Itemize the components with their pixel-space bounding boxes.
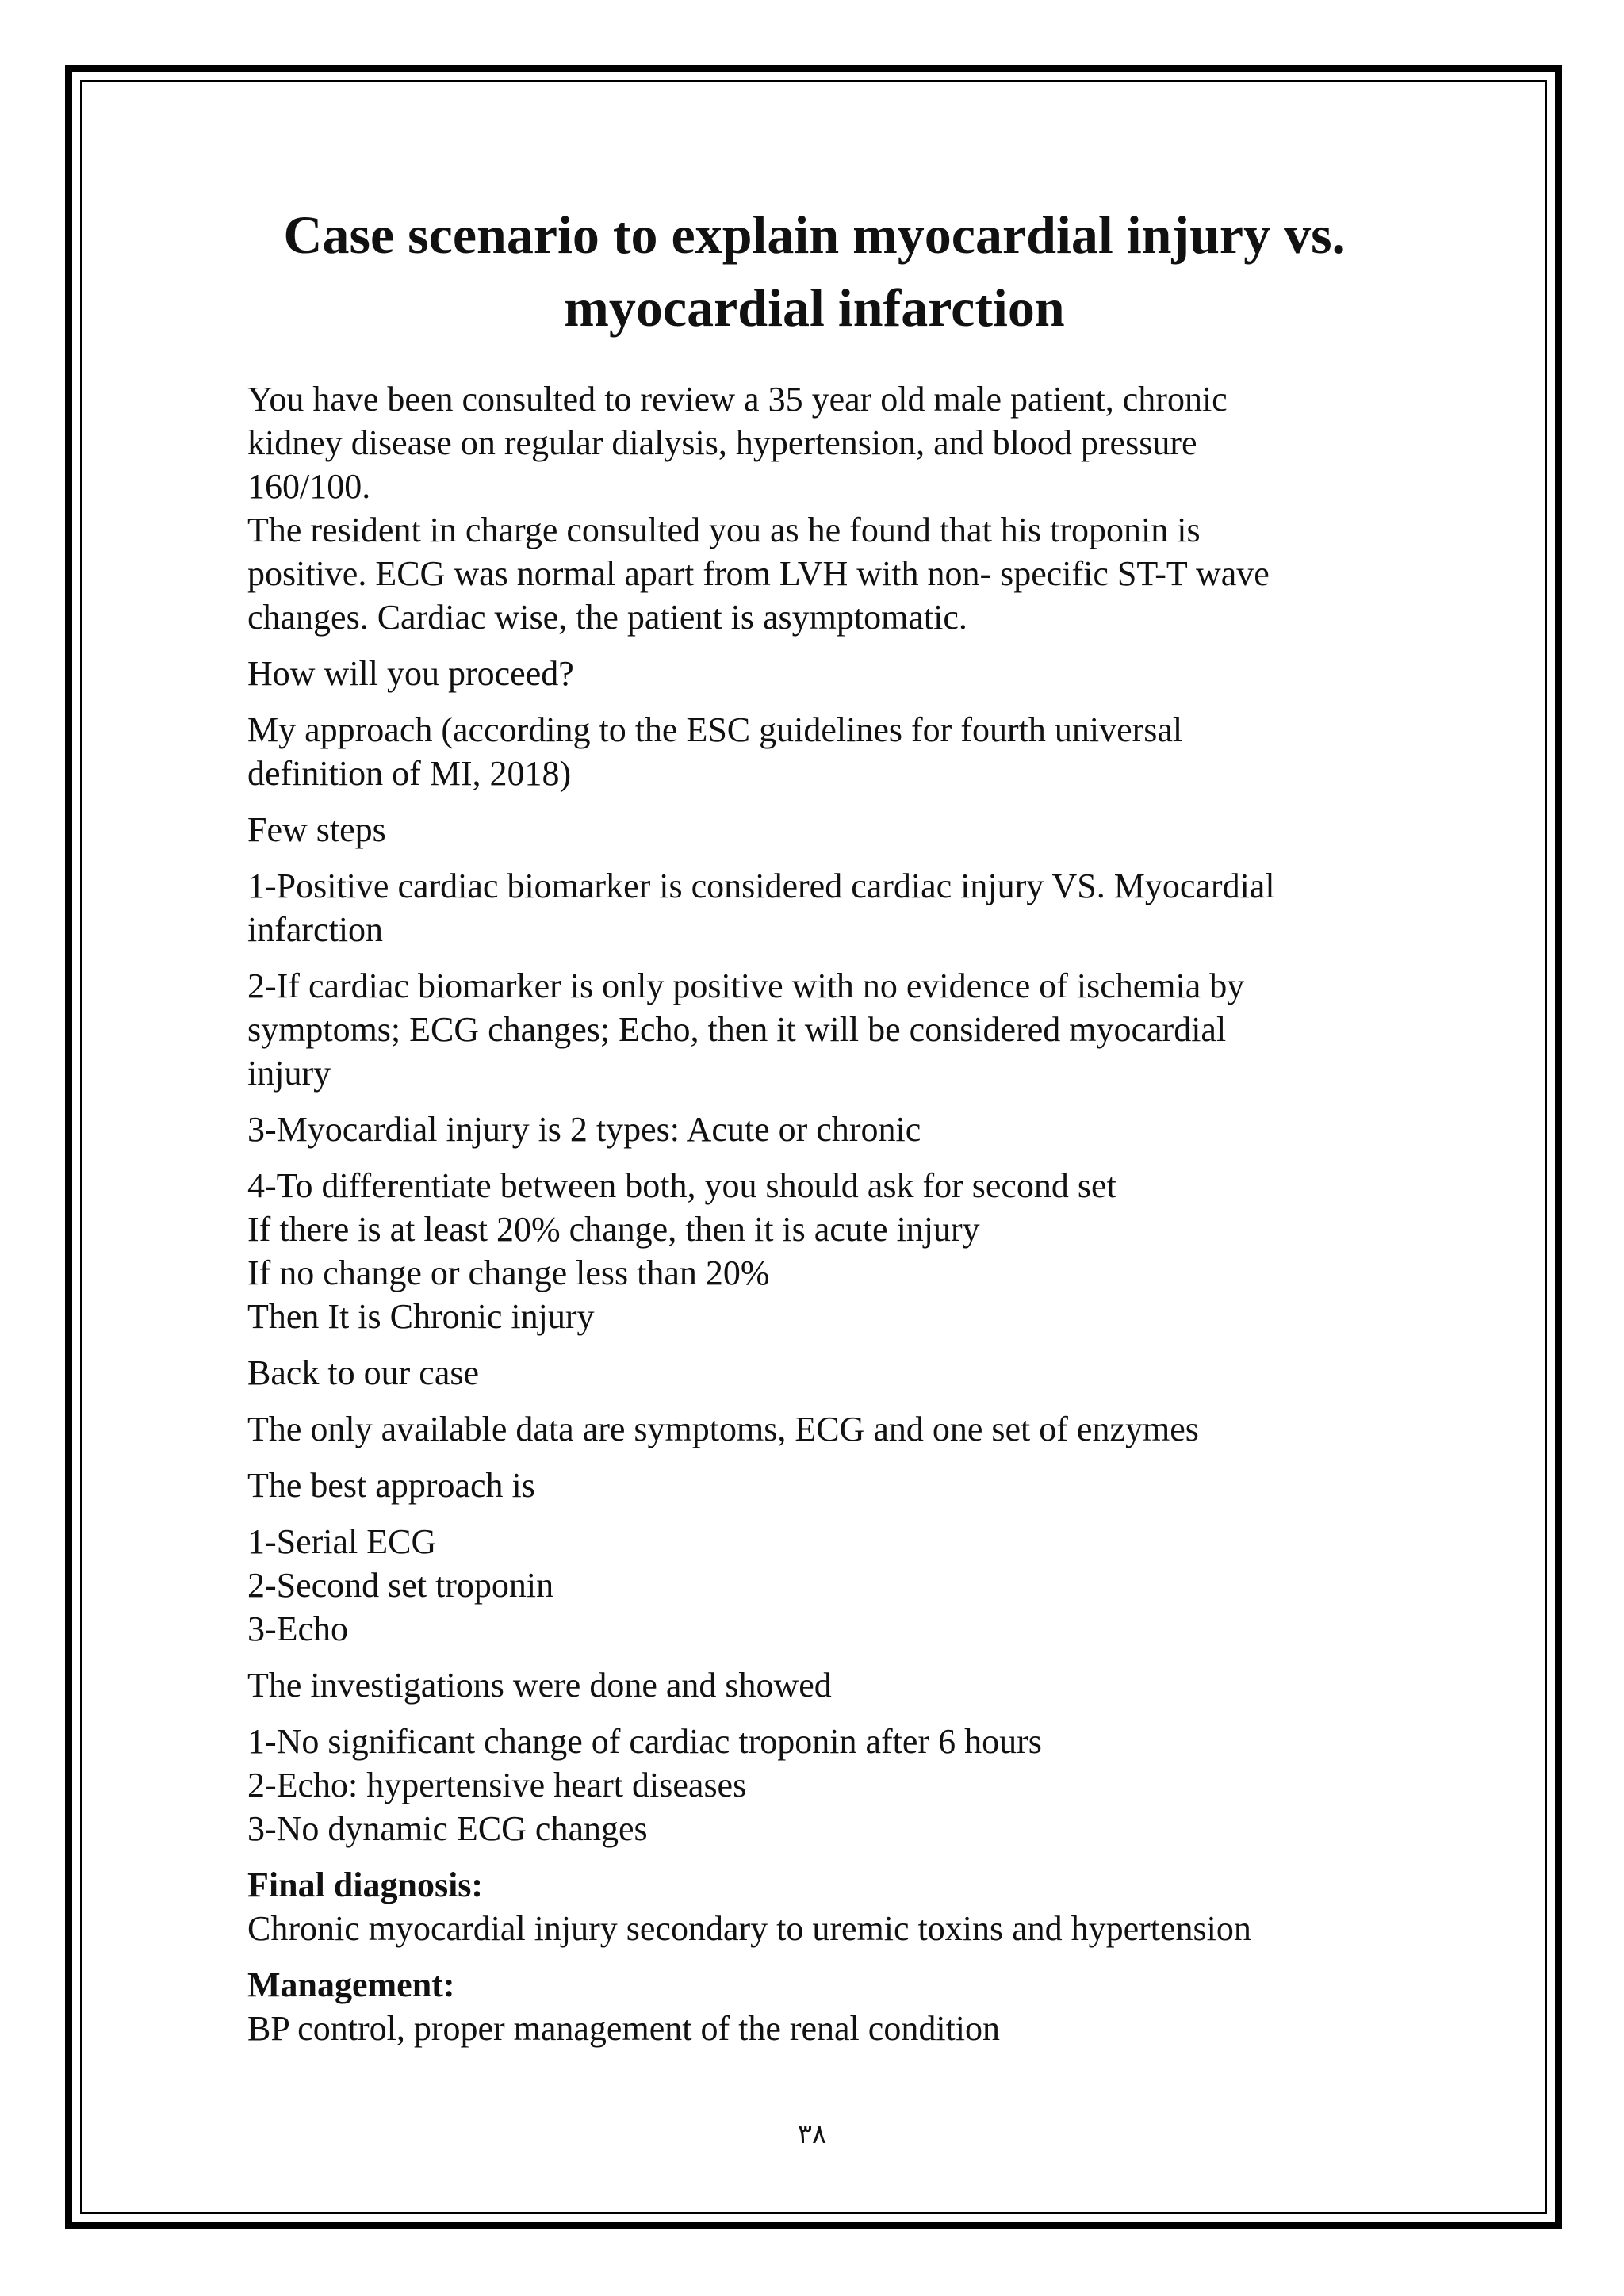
management-text: BP control, proper management of the renal condition [247,2009,1000,2048]
text-line: Then It is Chronic injury [247,1297,595,1336]
step-1 [247,864,1397,951]
step-3 [247,1108,1397,1151]
list-item: 2-Second set troponin [247,1566,554,1605]
text-line: My approach (according to the ESC guidelines for fourth universal [247,710,1183,749]
text-line: The resident in charge consulted you as he found that his troponin is [247,511,1201,549]
available-data [247,1407,1397,1451]
text-line: Few steps [247,810,386,849]
page-content [247,198,1397,2063]
text-line: If no change or change less than 20% [247,1253,770,1292]
text-line: 3-Myocardial injury is 2 types: Acute or chronic [247,1110,921,1149]
step-4 [247,1164,1397,1338]
title-line: Case scenario to explain myocardial injury vs. [283,205,1346,265]
investigations-list [247,1720,1397,1850]
question [247,652,1397,695]
text-line: positive. ECG was normal apart from LVH with non- specific ST-T wave [247,554,1270,593]
text-line: infarction [247,910,384,949]
management-section [247,1963,1397,2050]
text-line: kidney disease on regular dialysis, hypertension, and blood pressure [247,423,1197,462]
text-line: 160/100. [247,467,371,506]
investigations-heading [247,1663,1397,1707]
text-line: If there is at least 20% change, then it is acute injury [247,1210,980,1249]
title-line: myocardial infarction [564,277,1065,338]
back-to-case [247,1351,1397,1395]
text-line: definition of MI, 2018) [247,754,572,793]
text-line: 4-To differentiate between both, you should ask for second set [247,1166,1116,1205]
text-line: How will you proceed? [247,654,574,693]
list-item: 1-No significant change of cardiac troponin after 6 hours [247,1722,1042,1761]
approach-intro [247,708,1397,795]
best-approach-heading [247,1464,1397,1507]
text-line: 1-Positive cardiac biomarker is considered cardiac injury VS. Myocardial [247,867,1275,905]
step-2 [247,964,1397,1095]
case-description [247,377,1397,639]
text-line: injury [247,1054,331,1093]
final-diagnosis-label: Final diagnosis: [247,1866,484,1904]
list-item: 3-No dynamic ECG changes [247,1809,648,1848]
text-line: You have been consulted to review a 35 year old male patient, chronic [247,380,1228,419]
text-line: The investigations were done and showed [247,1666,832,1705]
text-line: 2-If cardiac biomarker is only positive with no evidence of ischemia by [247,966,1245,1005]
list-item: 3-Echo [247,1609,349,1648]
text-line: symptoms; ECG changes; Echo, then it will be considered myocardial [247,1010,1227,1049]
text-line: Back to our case [247,1353,479,1392]
final-diagnosis-section [247,1863,1397,1950]
text-line: changes. Cardiac wise, the patient is asymptomatic. [247,598,967,637]
steps-heading [247,808,1397,851]
list-item: 2-Echo: hypertensive heart diseases [247,1766,747,1804]
best-approach-list [247,1520,1397,1651]
management-label: Management: [247,1965,455,2004]
page-title [247,198,1381,344]
page-number: ٣٨ [797,2118,827,2150]
text-line: The only available data are symptoms, ECG and one set of enzymes [247,1410,1199,1448]
list-item: 1-Serial ECG [247,1522,437,1561]
text-line: The best approach is [247,1466,535,1505]
final-diagnosis-text: Chronic myocardial injury secondary to uremic toxins and hypertension [247,1909,1251,1948]
